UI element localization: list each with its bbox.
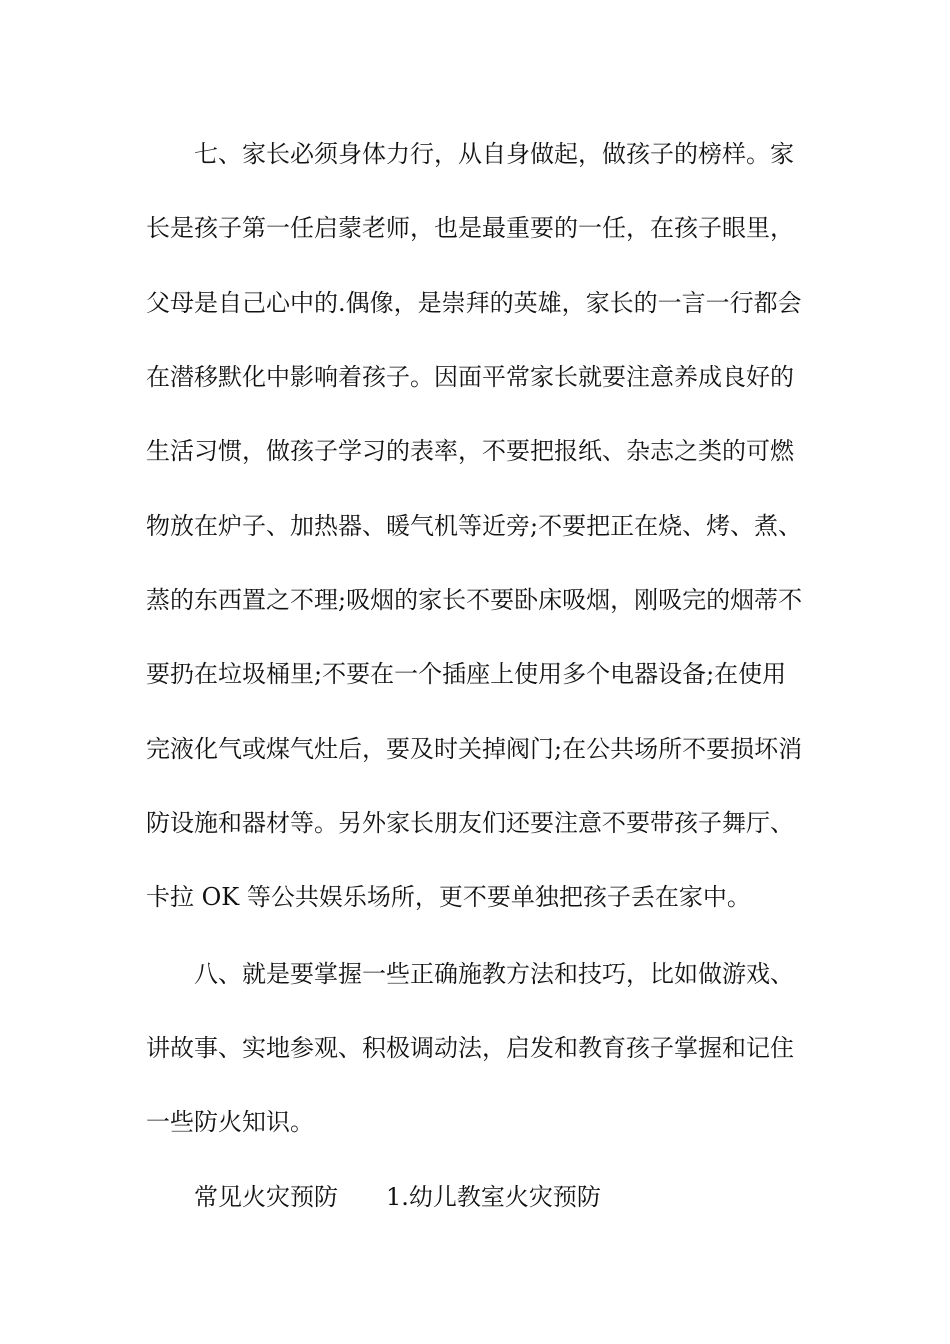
section-subtitle: 1.幼儿教室火灾预防 — [386, 1183, 601, 1211]
paragraph-7-line-7: 蒸的东西置之不理;吸烟的家长不要卧床吸烟，刚吸完的烟蒂不 — [146, 586, 803, 614]
paragraph-7-line-11: 卡拉 OK 等公共娱乐场所，更不要单独把孩子丢在家中。 — [146, 883, 751, 911]
paragraph-8-line-2: 讲故事、实地参观、积极调动法，启发和教育孩子掌握和记住 — [146, 1034, 794, 1062]
paragraph-7-line-9: 完液化气或煤气灶后，要及时关掉阀门;在公共场所不要损坏消 — [146, 735, 803, 763]
paragraph-8-line-3: 一些防火知识。 — [146, 1108, 314, 1136]
paragraph-7-line-2: 长是孩子第一任启蒙老师，也是最重要的一任，在孩子眼里， — [146, 214, 794, 242]
paragraph-8-line-1: 八、就是要掌握一些正确施教方法和技巧，比如做游戏、 — [194, 960, 794, 988]
paragraph-7-line-8: 要扔在垃圾桶里;不要在一个插座上使用多个电器设备;在使用 — [146, 660, 787, 688]
paragraph-7-line-3: 父母是自己心中的.偶像，是崇拜的英雄，家长的一言一行都会 — [146, 289, 802, 317]
section-heading — [194, 1177, 818, 1217]
paragraph-7-line-1: 七、家长必须身体力行，从自身做起，做孩子的榜样。家 — [194, 140, 794, 168]
paragraph-7-line-6: 物放在炉子、加热器、暖气机等近旁;不要把正在烧、烤、煮、 — [146, 512, 803, 540]
paragraph-7-line-4: 在潜移默化中影响着孩子。因面平常家长就要注意养成良好的 — [146, 363, 794, 391]
paragraph-7-line-5: 生活习惯，做孩子学习的表率，不要把报纸、杂志之类的可燃 — [146, 437, 794, 465]
section-title: 常见火灾预防 — [194, 1183, 338, 1211]
paragraph-7-line-10: 防设施和器材等。另外家长朋友们还要注意不要带孩子舞厅、 — [146, 809, 794, 837]
